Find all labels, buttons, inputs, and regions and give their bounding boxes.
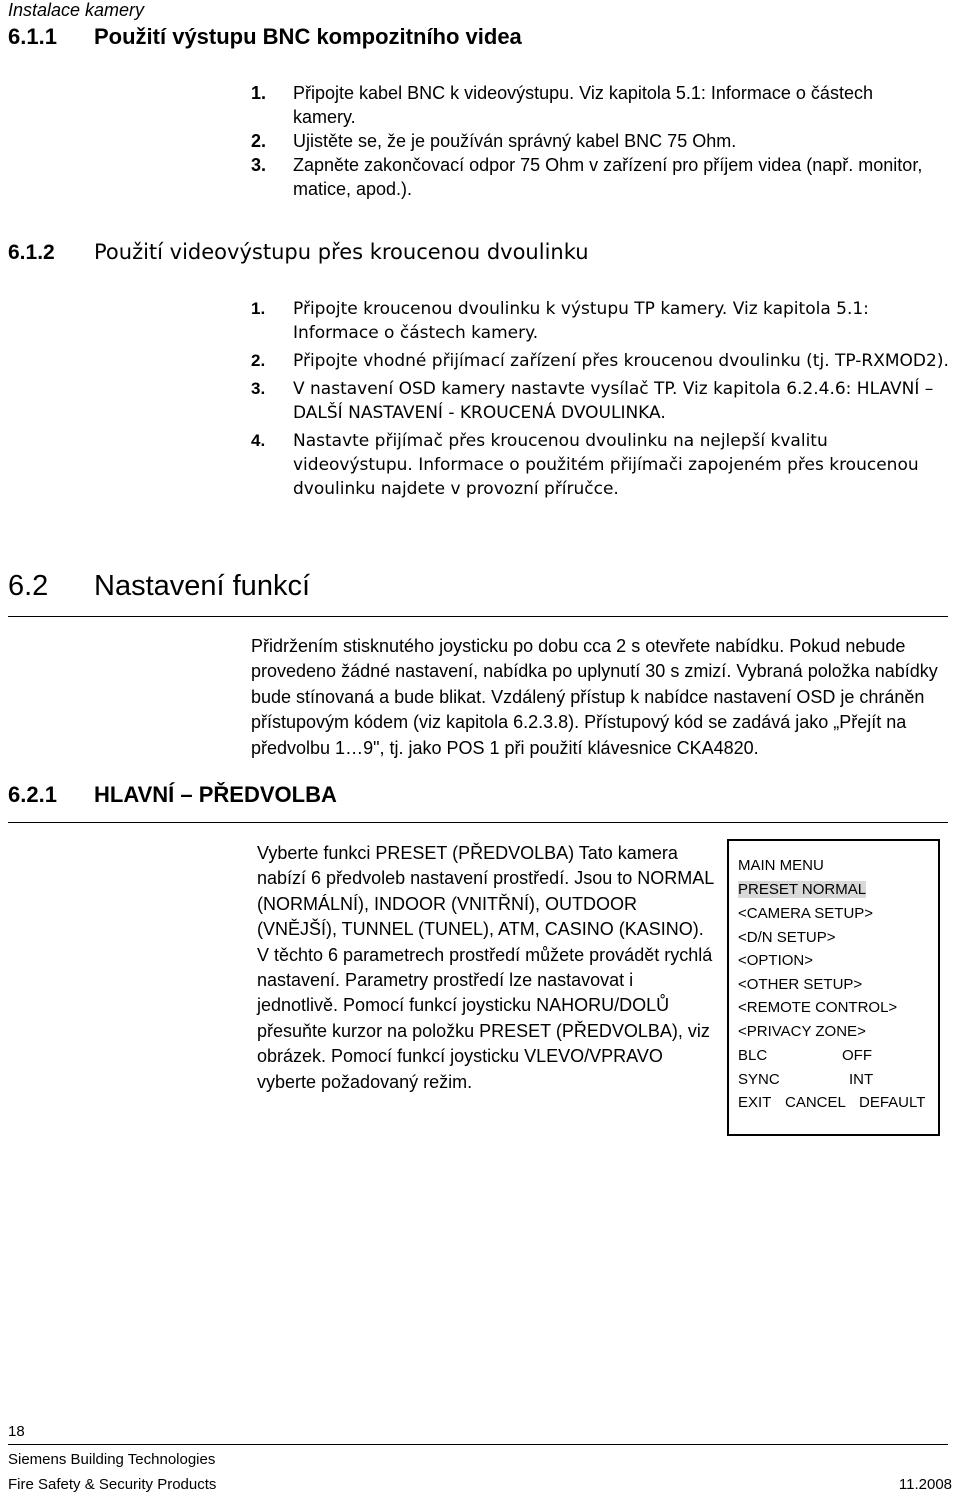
- section-title: Použití videovýstupu přes kroucenou dvoulinku: [94, 240, 589, 264]
- list-item: [251, 129, 931, 153]
- menu-item-other-setup: <OTHER SETUP>: [738, 976, 863, 993]
- footer-divider: [8, 1444, 948, 1445]
- section-heading-6-1-1: [8, 24, 522, 50]
- section-number: 6.2.1: [8, 782, 57, 807]
- osd-main-menu: [727, 839, 940, 1136]
- list-item: [251, 153, 931, 201]
- section-number: 6.2: [8, 570, 49, 602]
- section-title: Nastavení funkcí: [94, 570, 310, 602]
- step-text: Nastavte přijímač přes kroucenou dvoulinku na nejlepší kvalitu videovýstupu. Informace o použitém přijímači zapojeném přes kroucenou dvoulinku najdete v provozní příručce.: [293, 431, 919, 499]
- menu-value: OFF: [842, 1047, 872, 1064]
- list-item: [251, 349, 951, 373]
- step-text: Ujistěte se, že je používán správný kabel BNC 75 Ohm.: [293, 131, 737, 151]
- preset-paragraph: Vyberte funkci PRESET (PŘEDVOLBA) Tato kamera nabízí 6 předvoleb nastavení prostředí. Jsou to NORMAL (NORMÁLNÍ), INDOOR (VNITŘNÍ), OUTDOOR (VNĚJŠÍ), TUNNEL (TUNEL), ATM, CASINO (KASINO). V těchto 6 parametrech prostředí můžete provádět rychlá nastavení. Parametry prostředí lze nastavovat i jednotlivě. Pomocí funkcí joysticku NAHORU/DOLŮ přesuňte kurzor na položku PRESET (PŘEDVOLBA), viz obrázek. Pomocí funkcí joysticku VLEVO/VPRAVO vyberte požadovaný režim.: [257, 843, 714, 1092]
- menu-value: INT: [849, 1071, 874, 1088]
- menu-item-privacy-zone: <PRIVACY ZONE>: [738, 1023, 866, 1040]
- menu-intro-paragraph: Přidržením stisknutého joysticku po dobu cca 2 s otevřete nabídku. Pokud nebude provedeno žádné nastavení, nabídka po uplynutí 30 s zmizí. Vybraná položka nabídky bude stínovaná a bude blikat. Vzdálený přístup k nabídce nastavení OSD je chráněn přístupovým kódem (viz kapitola 6.2.3.8). Přístupový kód se zadává jako „Přejít na předvolbu 1…9", tj. jako POS 1 při použití klávesnice CKA4820.: [251, 636, 938, 758]
- menu-item-dn-setup: <D/N SETUP>: [738, 929, 836, 946]
- menu-item-option: <OPTION>: [738, 952, 814, 969]
- menu-default: DEFAULT: [859, 1094, 926, 1111]
- list-item: [251, 81, 931, 129]
- menu-title: MAIN MENU: [738, 857, 824, 874]
- menu-label: BLC: [738, 1047, 768, 1064]
- section-title: HLAVNÍ – PŘEDVOLBA: [94, 782, 337, 807]
- step-text: Zapněte zakončovací odpor 75 Ohm v zařízení pro příjem videa (např. monitor, matice, apod.).: [293, 155, 923, 199]
- section-heading-6-2: [8, 570, 310, 603]
- menu-item-exit-row: [738, 1094, 926, 1111]
- section-number: 6.1.1: [8, 24, 57, 49]
- footer-date: 11.2008: [898, 1476, 952, 1493]
- section-number: 6.1.2: [8, 241, 55, 264]
- step-number: 3.: [251, 379, 266, 398]
- step-text: Připojte kroucenou dvoulinku k výstupu TP kamery. Viz kapitola 5.1: Informace o částech kamery.: [293, 299, 869, 343]
- menu-exit: EXIT: [738, 1094, 772, 1111]
- menu-item-remote-control: <REMOTE CONTROL>: [738, 999, 898, 1016]
- step-number: 3.: [251, 155, 267, 175]
- step-number: 4.: [251, 431, 266, 450]
- list-item: [251, 297, 951, 345]
- bnc-steps-list: [251, 81, 931, 201]
- list-item: [251, 429, 951, 501]
- step-number: 2.: [251, 351, 266, 370]
- step-text: V nastavení OSD kamery nastavte vysílač TP. Viz kapitola 6.2.4.6: HLAVNÍ – DALŠÍ NASTAVENÍ - KROUCENÁ DVOULINKA.: [293, 379, 934, 423]
- footer-company: Siemens Building Technologies: [8, 1451, 216, 1468]
- list-item: [251, 377, 951, 425]
- tp-steps-list: [251, 297, 951, 501]
- section-heading-6-1-2: [8, 240, 589, 265]
- section-divider: [8, 822, 948, 823]
- running-header-category: Instalace kamery: [8, 0, 145, 20]
- step-text: Připojte vhodné přijímací zařízení přes kroucenou dvoulinku (tj. TP-RXMOD2).: [293, 351, 949, 371]
- step-number: 2.: [251, 131, 267, 151]
- menu-item-sync: [738, 1071, 874, 1088]
- section-title: Použití výstupu BNC kompozitního videa: [94, 24, 522, 49]
- step-text: Připojte kabel BNC k videovýstupu. Viz kapitola 5.1: Informace o částech kamery.: [293, 83, 873, 127]
- step-number: 1.: [251, 299, 266, 318]
- menu-item-blc: [738, 1047, 872, 1064]
- section-heading-6-2-1: [8, 782, 337, 808]
- footer-division: Fire Safety & Security Products: [8, 1476, 217, 1493]
- menu-item-camera-setup: <CAMERA SETUP>: [738, 905, 874, 922]
- menu-label: SYNC: [738, 1071, 780, 1088]
- step-number: 1.: [251, 83, 267, 103]
- section-divider: [8, 616, 948, 617]
- menu-item-preset-selected: PRESET NORMAL: [738, 881, 867, 898]
- menu-cancel: CANCEL: [785, 1094, 846, 1111]
- page-number: 18: [8, 1423, 25, 1440]
